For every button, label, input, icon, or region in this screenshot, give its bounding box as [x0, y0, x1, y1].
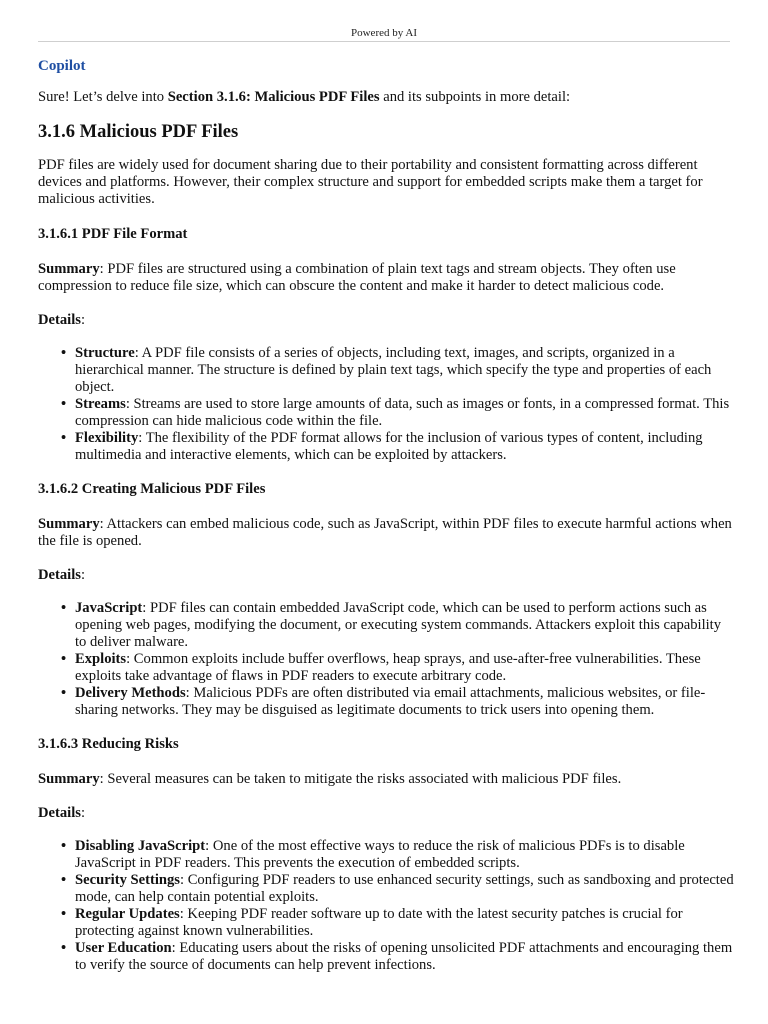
- powered-by-banner: [38, 26, 730, 42]
- list-item: [61, 906, 734, 940]
- item-term: JavaScript: [75, 600, 143, 616]
- list-item: [61, 430, 734, 464]
- assistant-name: Copilot: [38, 58, 86, 74]
- list-item: [61, 651, 734, 685]
- item-term: Regular Updates: [75, 906, 180, 922]
- details-label: Details: [38, 312, 81, 328]
- item-term: Exploits: [75, 651, 127, 667]
- item-text: : Malicious PDFs are often distributed via email attachments, malicious websites, or file-sharing networks. They may be disguised as legitimate documents to trick users into opening them.: [75, 685, 706, 718]
- section-paragraph: PDF files are widely used for document sharing due to their portability and consistent formatting across different devices and platforms. However, their complex structure and support for embedded scripts make them a target for malicious activities.: [38, 157, 703, 207]
- summary-text: : Attackers can embed malicious code, such as JavaScript, within PDF files to execute harmful actions when the file is opened.: [38, 516, 732, 549]
- list-item: [61, 345, 734, 396]
- item-term: Security Settings: [75, 872, 180, 888]
- summary-label: Summary: [38, 261, 100, 277]
- subsection-summary: [38, 261, 734, 295]
- item-text: : The flexibility of the PDF format allows for the inclusion of various types of content, including multimedia and interactive elements, which can be exploited by attackers.: [75, 430, 703, 463]
- subsection-title: 3.1.6.1 PDF File Format: [38, 226, 188, 242]
- item-text: : Keeping PDF reader software up to date with the latest security patches is crucial for protecting against known vulnerabilities.: [75, 906, 683, 939]
- list-item: [61, 685, 734, 719]
- item-term: Streams: [75, 396, 126, 412]
- subsection-title: 3.1.6.3 Reducing Risks: [38, 736, 179, 752]
- details-colon: :: [80, 312, 86, 328]
- details-list: [61, 838, 734, 974]
- details-colon: :: [80, 567, 86, 583]
- intro-text-before: Sure! Let’s delve into: [38, 89, 168, 105]
- item-term: Delivery Methods: [75, 685, 186, 701]
- details-colon: :: [80, 805, 86, 821]
- section-title: 3.1.6 Malicious PDF Files: [38, 122, 239, 142]
- summary-label: Summary: [38, 771, 100, 787]
- details-heading: [38, 567, 734, 584]
- details-list: [61, 345, 734, 464]
- item-text: : Streams are used to store large amounts of data, such as images or fonts, in a compressed format. This compression can hide malicious code within the file.: [75, 396, 730, 429]
- list-item: [61, 940, 734, 974]
- item-text: : A PDF file consists of a series of objects, including text, images, and scripts, organized in a hierarchical manner. The structure is defined by plain text tags, which specify the type and properties of each object.: [75, 345, 712, 395]
- powered-by-label: Powered by AI: [351, 27, 417, 39]
- item-text: : Common exploits include buffer overflows, heap sprays, and use-after-free vulnerabilities. These exploits take advantage of flaws in PDF readers to execute arbitrary code.: [75, 651, 701, 684]
- details-label: Details: [38, 805, 81, 821]
- details-heading: [38, 312, 734, 329]
- intro-section-reference: Section 3.1.6: Malicious PDF Files: [167, 89, 380, 105]
- item-term: Structure: [75, 345, 135, 361]
- subsection-title: 3.1.6.2 Creating Malicious PDF Files: [38, 481, 266, 497]
- summary-label: Summary: [38, 516, 100, 532]
- list-item: [61, 872, 734, 906]
- list-item: [61, 396, 734, 430]
- item-text: : Configuring PDF readers to use enhanced security settings, such as sandboxing and protected mode, can help contain potential exploits.: [75, 872, 734, 905]
- item-term: User Education: [75, 940, 172, 956]
- summary-text: : Several measures can be taken to mitigate the risks associated with malicious PDF files.: [99, 771, 622, 787]
- item-text: : One of the most effective ways to reduce the risk of malicious PDFs is to disable JavaScript in PDF readers. This prevents the execution of embedded scripts.: [75, 838, 685, 871]
- list-item: [61, 600, 734, 651]
- details-label: Details: [38, 567, 81, 583]
- item-text: : PDF files can contain embedded JavaScript code, which can be used to perform actions such as opening web pages, modifying the document, or executing system commands. Attackers exploit this capability to deliver malware.: [75, 600, 722, 650]
- subsection-summary: [38, 771, 734, 788]
- intro-text-after: and its subpoints in more detail:: [379, 89, 571, 105]
- summary-text: : PDF files are structured using a combination of plain text tags and stream objects. They often use compression to reduce file size, which can obscure the content and make it harder to detect malicious code.: [38, 261, 676, 294]
- details-list: [61, 600, 734, 719]
- subsection-summary: [38, 516, 734, 550]
- item-term: Disabling JavaScript: [75, 838, 206, 854]
- response-content: [38, 58, 734, 991]
- list-item: [61, 838, 734, 872]
- item-term: Flexibility: [75, 430, 139, 446]
- details-heading: [38, 805, 734, 822]
- item-text: : Educating users about the risks of opening unsolicited PDF attachments and encouraging them to verify the source of documents can help prevent infections.: [75, 940, 733, 973]
- intro-paragraph: [38, 89, 734, 106]
